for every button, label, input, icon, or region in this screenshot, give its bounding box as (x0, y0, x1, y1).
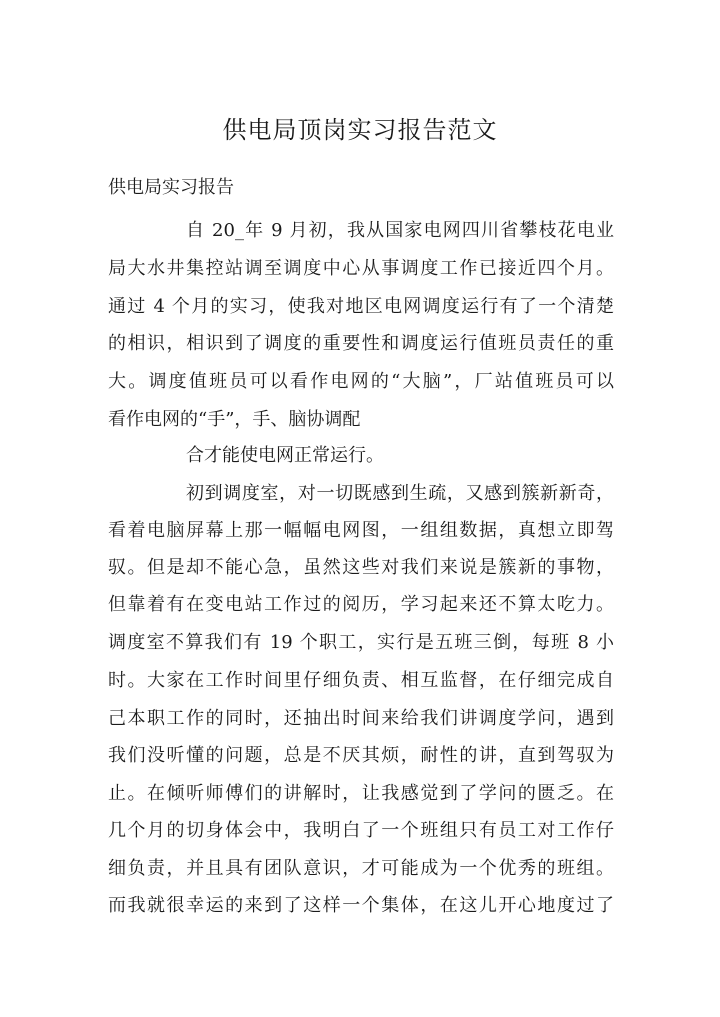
paragraph-line: 几个月的切身体会中，我明白了一个班组只有员工对工作仔 (108, 820, 614, 841)
document-title: 供电局顶岗实习报告范文 (222, 116, 498, 144)
paragraph-line: 调度室不算我们有 19 个职工，实行是五班三倒，每班 8 小 (108, 632, 614, 653)
paragraph-line: 大。调度值班员可以看作电网的“大脑”，厂站值班员可以 (108, 371, 614, 392)
paragraph-line: 自 20_年 9 月初，我从国家电网四川省攀枝花电业 (186, 220, 614, 241)
paragraph-line: 而我就很幸运的来到了这样一个集体，在这儿开心地度过了 (108, 895, 614, 916)
paragraph-line: 时。大家在工作时间里仔细负责、相互监督，在仔细完成自 (108, 670, 614, 691)
paragraph-line: 驭。但是却不能心急，虽然这些对我们来说是簇新的事物， (108, 557, 614, 578)
paragraph-line: 止。在倾听师傅们的讲解时，让我感觉到了学问的匮乏。在 (108, 783, 614, 804)
paragraph-line: 局大水井集控站调至调度中心从事调度工作已接近四个月。 (108, 258, 614, 279)
paragraph-line: 看着电脑屏幕上那一幅幅电网图，一组组数据，真想立即驾 (108, 520, 614, 541)
paragraph-line: 我们没听懂的问题，总是不厌其烦，耐性的讲，直到驾驭为 (108, 745, 614, 766)
paragraph-line: 看作电网的“手”，手、脑协调配 (108, 409, 361, 430)
paragraph-line: 但靠着有在变电站工作过的阅历，学习起来还不算太吃力。 (108, 594, 614, 615)
paragraph-line: 通过 4 个月的实习，使我对地区电网调度运行有了一个清楚 (108, 296, 614, 317)
paragraph-line: 细负责，并且具有团队意识，才可能成为一个优秀的班组。 (108, 858, 614, 879)
paragraph-line: 的相识，相识到了调度的重要性和调度运行值班员责任的重 (108, 333, 614, 354)
paragraph-line: 己本职工作的同时，还抽出时间来给我们讲调度学问，遇到 (108, 708, 614, 729)
paragraph-line: 初到调度室，对一切既感到生疏，又感到簇新新奇， (186, 483, 614, 504)
document-subtitle: 供电局实习报告 (108, 177, 234, 198)
paragraph-line: 合才能使电网正常运行。 (186, 445, 384, 466)
